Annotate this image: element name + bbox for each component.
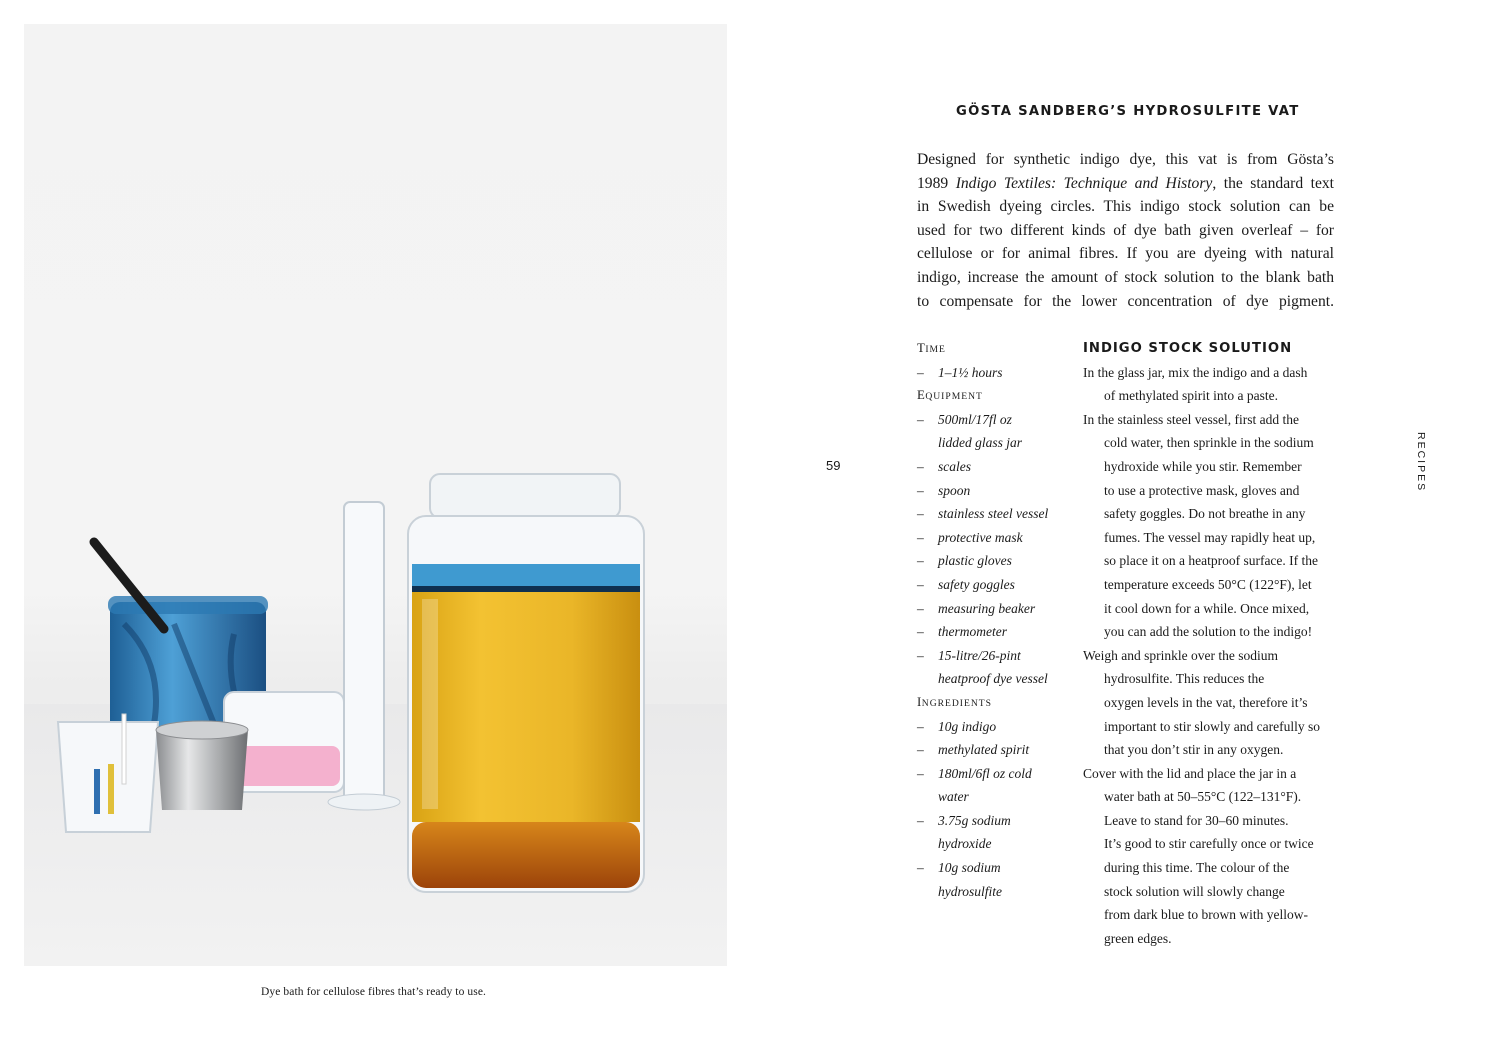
intro-line: cellulose or for animal fibres. If you are dyeing with natural <box>917 245 1334 263</box>
list-item: – plastic gloves <box>917 553 1012 569</box>
recipe-title: GÖSTA SANDBERG’S HYDROSULFITE VAT <box>956 104 1300 119</box>
method-line: hydroxide while you stir. Remember <box>1104 458 1302 474</box>
intro-line: indigo, increase the amount of stock solution to the blank bath <box>917 268 1334 286</box>
dye-bath-photo <box>24 24 727 966</box>
photo-caption: Dye bath for cellulose fibres that’s ready to use. <box>261 986 487 998</box>
intro-line: in Swedish dyeing circles. This indigo stock solution can be <box>917 198 1334 216</box>
intro-text: , the standard text <box>1212 174 1334 192</box>
method-line: that you don’t stir in any oxygen. <box>1104 742 1284 758</box>
method-line: Leave to stand for 30–60 minutes. <box>1104 812 1289 828</box>
list-item: – scales <box>917 458 971 474</box>
intro-paragraph <box>917 148 1334 313</box>
list-item: – thermometer <box>917 624 1007 640</box>
test-strip-glass <box>58 714 158 832</box>
method-line: you can add the solution to the indigo! <box>1104 624 1313 640</box>
method-line: green edges. <box>1104 930 1172 946</box>
method-line: fumes. The vessel may rapidly heat up, <box>1104 529 1316 545</box>
method-title: INDIGO STOCK SOLUTION <box>1083 341 1293 356</box>
book-title: Indigo Textiles: Technique and History <box>955 174 1213 192</box>
intro-line <box>917 172 1334 196</box>
list-item-continued: water <box>938 789 969 805</box>
time-heading: TIME <box>917 341 946 355</box>
list-item-continued: hydroxide <box>938 836 992 852</box>
method-column <box>1083 337 1343 950</box>
list-item: – 180ml/6fl oz cold <box>917 765 1032 781</box>
list-item: – 10g sodium <box>917 860 1001 876</box>
equipment-heading: EQUIPMENT <box>917 388 983 403</box>
list-item: – spoon <box>917 482 971 498</box>
method-line: In the glass jar, mix the indigo and a dash <box>1083 364 1308 380</box>
dye-bath-illustration <box>24 24 727 966</box>
page-number: 59 <box>826 458 841 473</box>
yellow-dye-liquid <box>412 592 640 822</box>
method-step <box>1083 361 1343 408</box>
method-line: stock solution will slowly change <box>1104 883 1285 899</box>
method-line: Cover with the lid and place the jar in a <box>1083 765 1297 781</box>
list-item: – safety goggles <box>917 576 1015 592</box>
list-item: – 1–1½ hours <box>917 364 1003 380</box>
intro-line: Designed for synthetic indigo dye, this vat is from Gösta’s <box>917 151 1334 168</box>
list-item: – protective mask <box>917 529 1023 545</box>
list-item-continued: lidded glass jar <box>938 435 1023 451</box>
intro-line: to compensate for the lower concentration of dye pigment. <box>917 292 1334 310</box>
method-line: to use a protective mask, gloves and <box>1104 482 1300 498</box>
intro-line: used for two different kinds of dye bath given overleaf – for <box>917 221 1334 239</box>
method-step <box>1083 408 1343 644</box>
method-line: hydrosulfite. This reduces the <box>1104 671 1265 687</box>
list-item: – stainless steel vessel <box>917 506 1049 522</box>
method-line: In the stainless steel vessel, first add the <box>1083 411 1299 427</box>
list-item: – methylated spirit <box>917 742 1030 758</box>
list-item: – measuring beaker <box>917 600 1036 616</box>
ingredients-heading: INGREDIENTS <box>917 694 992 709</box>
method-line: oxygen levels in the vat, therefore it’s <box>1104 694 1308 710</box>
amber-sediment <box>412 822 640 888</box>
list-item: – 500ml/17fl oz <box>917 411 1012 427</box>
method-line: It’s good to stir carefully once or twice <box>1104 836 1314 852</box>
dye-jar <box>408 474 644 892</box>
method-line: temperature exceeds 50°C (122°F), let <box>1104 576 1312 592</box>
method-step <box>1083 644 1343 762</box>
method-line: during this time. The colour of the <box>1104 860 1290 876</box>
steel-cup <box>156 721 248 810</box>
method-step <box>1083 762 1343 951</box>
method-line: safety goggles. Do not breathe in any <box>1104 506 1306 522</box>
list-item: – 3.75g sodium <box>917 812 1011 828</box>
method-line: water bath at 50–55°C (122–131°F). <box>1104 789 1302 805</box>
list-item: – 15-litre/26-pint <box>917 647 1021 663</box>
list-item-continued: heatproof dye vessel <box>938 671 1048 687</box>
running-tab: RECIPES <box>1415 432 1427 493</box>
method-line: it cool down for a while. Once mixed, <box>1104 600 1310 616</box>
intro-text: 1989 <box>917 174 956 192</box>
method-line: of methylated spirit into a paste. <box>1104 388 1278 404</box>
list-item: – 10g indigo <box>917 718 997 734</box>
method-line: cold water, then sprinkle in the sodium <box>1104 435 1314 451</box>
method-line: so place it on a heatproof surface. If the <box>1104 553 1319 569</box>
requirements-column <box>917 337 1067 903</box>
method-line: from dark blue to brown with yellow- <box>1104 907 1308 923</box>
method-line: important to stir slowly and carefully so <box>1104 718 1320 734</box>
method-line: Weigh and sprinkle over the sodium <box>1083 647 1278 663</box>
list-item-continued: hydrosulfite <box>938 883 1002 899</box>
